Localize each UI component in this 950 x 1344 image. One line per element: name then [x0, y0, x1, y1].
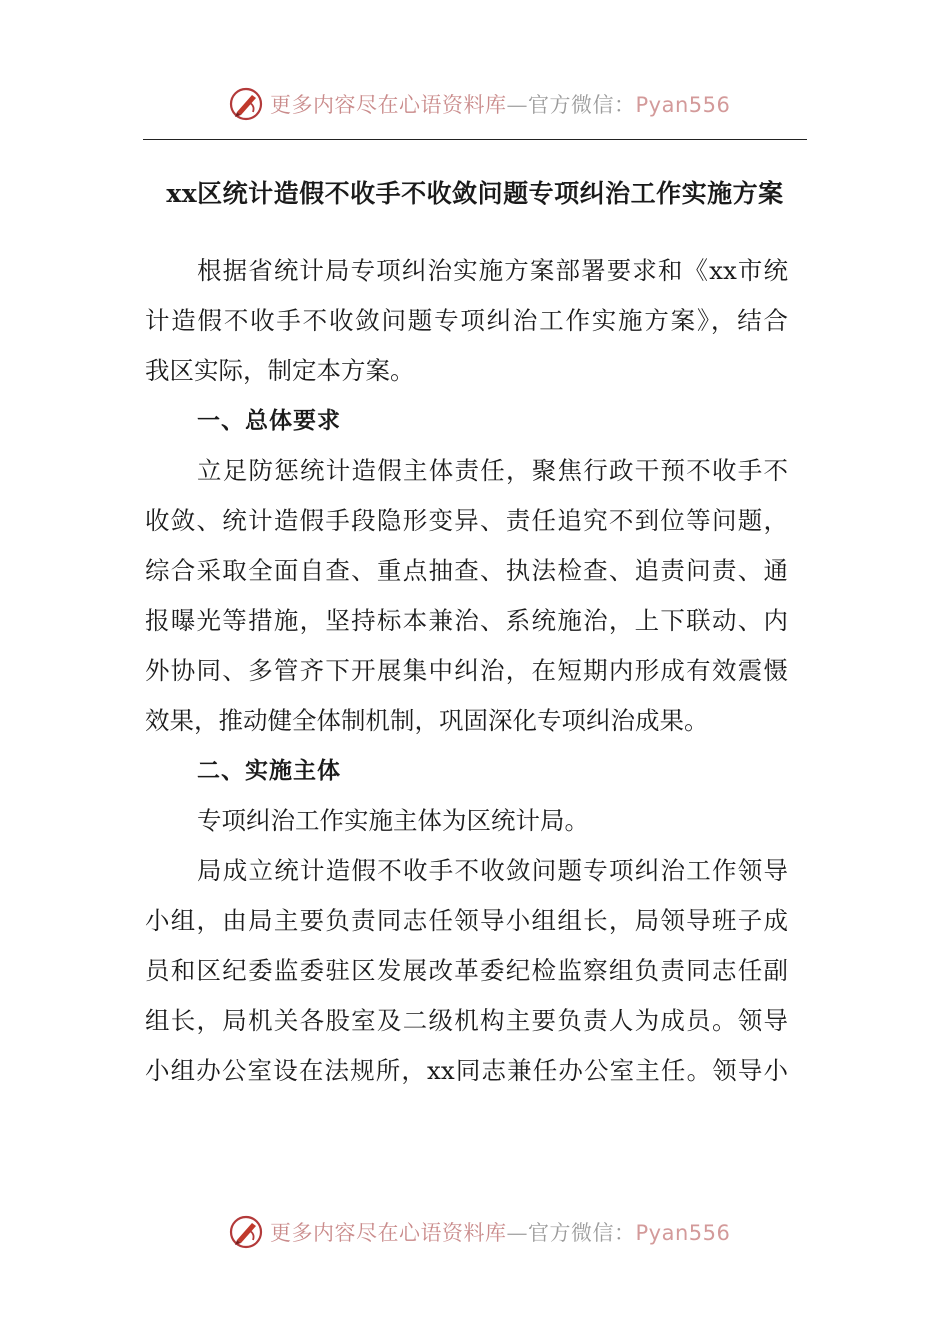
- pen-logo-icon: [228, 1214, 264, 1250]
- document-body: [145, 246, 788, 1096]
- paragraph-line: 员和区纪委监委驻区发展改革委纪检监察组负责同志任副: [145, 956, 788, 985]
- pen-logo-icon: [228, 86, 264, 122]
- section-heading: 一、总体要求: [197, 408, 341, 434]
- paragraph-line: 综合采取全面自查、重点抽查、执法检查、追责问责、通: [145, 556, 788, 585]
- paragraph-line: 小组办公室设在法规所，xx同志兼任办公室主任。领导小: [145, 1056, 788, 1085]
- header-banner: [0, 84, 950, 124]
- banner-wechat-label: 官方微信：: [528, 93, 636, 117]
- paragraph-line: 局成立统计造假不收手不收敛问题专项纠治工作领导: [197, 856, 788, 885]
- banner-main-text: 更多内容尽在心语资料库: [270, 93, 507, 117]
- paragraph-line: 立足防惩统计造假主体责任，聚焦行政干预不收手不: [197, 456, 788, 485]
- banner-dash: —: [506, 93, 528, 117]
- banner-dash: —: [506, 1221, 528, 1245]
- paragraph-line: 根据省统计局专项纠治实施方案部署要求和《xx市统: [197, 256, 788, 285]
- banner-handle: Pyan556: [635, 1221, 731, 1245]
- document-title: xx区统计造假不收手不收敛问题专项纠治工作实施方案: [166, 179, 784, 208]
- paragraph-line: 外协同、多管齐下开展集中纠治，在短期内形成有效震慑: [145, 656, 788, 685]
- paragraph-line: 组长，局机关各股室及二级机构主要负责人为成员。领导: [145, 1006, 788, 1035]
- banner-wechat-label: 官方微信：: [528, 1221, 636, 1245]
- paragraph-line: 收敛、统计造假手段隐形变异、责任追究不到位等问题，: [145, 506, 788, 535]
- section-heading: 二、实施主体: [197, 758, 341, 784]
- banner-main-text: 更多内容尽在心语资料库: [270, 1221, 507, 1245]
- paragraph-line: 专项纠治工作实施主体为区统计局。: [197, 806, 589, 835]
- paragraph-line: 我区实际，制定本方案。: [145, 356, 415, 385]
- paragraph-line: 小组，由局主要负责同志任领导小组组长，局领导班子成: [145, 906, 788, 935]
- paragraph-line: 计造假不收手不收敛问题专项纠治工作实施方案》，结合: [145, 306, 788, 335]
- paragraph-line: 效果，推动健全体制机制，巩固深化专项纠治成果。: [145, 706, 709, 735]
- paragraph-line: 报曝光等措施，坚持标本兼治、系统施治，上下联动、内: [145, 606, 788, 635]
- banner-handle: Pyan556: [635, 93, 731, 117]
- header-rule: [143, 139, 807, 140]
- footer-banner: [0, 1212, 950, 1252]
